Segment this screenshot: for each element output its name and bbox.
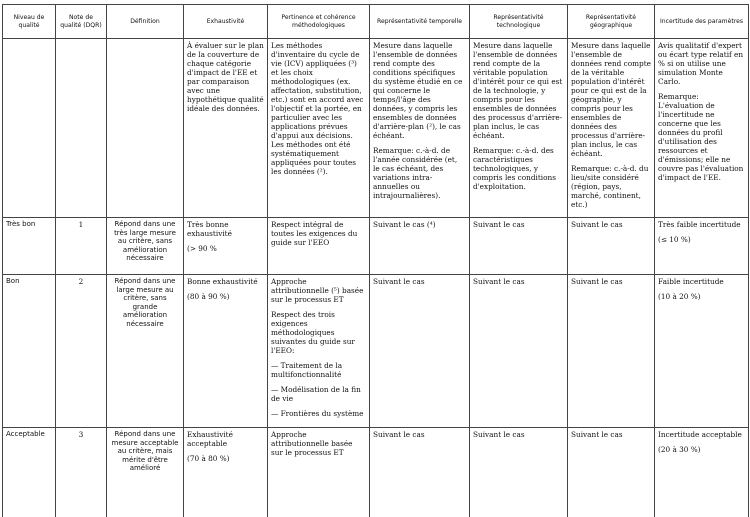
header-technologique: Représentativité technologique xyxy=(470,5,568,39)
list-item: — Frontières du système xyxy=(271,409,364,418)
table-row xyxy=(3,428,749,517)
table-row-intro xyxy=(3,39,749,218)
cell-exhaustivite xyxy=(184,39,268,218)
cell-text: Remarque: c.-à-d. du lieu/site considéré (région, pays, marché, continent, etc.) xyxy=(571,164,649,209)
cell-pertinence xyxy=(268,275,370,428)
table-row xyxy=(3,275,749,428)
cell-temporelle: Suivant le cas xyxy=(370,428,470,517)
cell-technologique: Suivant le cas xyxy=(470,275,568,428)
cell-exhaustivite xyxy=(184,218,268,275)
cell-incertitude xyxy=(655,39,749,218)
cell-text: (20 à 30 %) xyxy=(658,445,701,454)
cell-temporelle: Suivant le cas (⁴) xyxy=(370,218,470,275)
header-temporelle: Représentativité temporelle xyxy=(370,5,470,39)
header-note: Note de qualité (DQR) xyxy=(56,5,107,39)
cell-text: Très bonne exhaustivité xyxy=(187,220,232,238)
cell-pertinence xyxy=(268,218,370,275)
cell-exhaustivite xyxy=(184,428,268,517)
cell-note: 1 xyxy=(56,218,107,275)
cell-technologique xyxy=(470,39,568,218)
cell-text: Avis qualitatif d'expert ou écart type relatif en % si on utilise une simulation Monte Carlo. xyxy=(658,41,744,86)
table-row xyxy=(3,218,749,275)
cell-definition: Répond dans une large mesure au critère, sans grande amélioration nécessaire xyxy=(107,275,184,428)
cell-text: Respect des trois exigences méthodologiques suivantes du guide sur l'EEO: xyxy=(271,310,355,355)
cell-text: Respect intégral de toutes les exigences du guide sur l'EEO xyxy=(271,220,358,247)
cell-incertitude xyxy=(655,218,749,275)
cell-text: Incertitude acceptable xyxy=(658,430,742,439)
cell-text: (> 90 % xyxy=(187,244,217,253)
cell-text: (70 à 80 %) xyxy=(187,454,230,463)
cell-text: (10 à 20 %) xyxy=(658,292,701,301)
cell-text: Mesure dans laquelle l'ensemble de données rend compte de la véritable population d'intérêt pour ce qui est de la technologie, y compris pour les ensembles de données des processus d'arrière-plan inclus, le cas échéant. xyxy=(473,41,563,140)
list-item: — Traitement de la multifonctionnalité xyxy=(271,361,343,379)
cell-text: (≤ 10 %) xyxy=(658,235,691,244)
cell-exhaustivite xyxy=(184,275,268,428)
cell-geographique xyxy=(568,39,655,218)
header-incertitude: Incertitude des paramètres xyxy=(655,5,749,39)
header-exhaustivite: Exhaustivité xyxy=(184,5,268,39)
cell-note: 2 xyxy=(56,275,107,428)
cell-temporelle xyxy=(370,39,470,218)
cell-pertinence xyxy=(268,428,370,517)
cell-technologique: Suivant le cas xyxy=(470,218,568,275)
cell-incertitude xyxy=(655,428,749,517)
cell-geographique: Suivant le cas xyxy=(568,218,655,275)
cell-text: Les méthodes d'inventaire du cycle de vie (ICV) appliquées (³) et les choix méthodologiques (ex. affectation, substitution, etc.) sont en accord avec l'objectif et la portée, en particulier avec les applications prévues d'appui aux décisions. Les méthodes ont été systématiquement appliquées pour toutes les données (²). xyxy=(271,41,364,176)
cell-temporelle: Suivant le cas xyxy=(370,275,470,428)
cell-text: Très faible incertitude xyxy=(658,220,741,229)
cell-niveau: Bon xyxy=(3,275,56,428)
cell-niveau: Très bon xyxy=(3,218,56,275)
cell-text: Remarque: L'évaluation de l'incertitude ne concerne que les données du profil d'utilisation des ressources et d'émissions; elle ne couvre pas l'évaluation d'impact de l'EE. xyxy=(658,92,744,182)
cell-empty xyxy=(56,39,107,218)
cell-pertinence xyxy=(268,39,370,218)
cell-text: Remarque: c.-à-d. de l'année considérée (et, le cas échéant, des variations intra-annuelles ou intrajournalières). xyxy=(373,146,458,200)
header-pertinence: Pertinence et cohérence méthodologiques xyxy=(268,5,370,39)
data-quality-table xyxy=(2,4,749,517)
cell-empty xyxy=(3,39,56,218)
cell-niveau: Acceptable xyxy=(3,428,56,517)
cell-geographique: Suivant le cas xyxy=(568,275,655,428)
cell-text: À évaluer sur le plan de la couverture de chaque catégorie d'impact de l'EE et par comparaison avec une hypothétique qualité idéale des données. xyxy=(187,41,264,113)
cell-text: Mesure dans laquelle l'ensemble de données rend compte des conditions spécifiques du système étudié en ce qui concerne le temps/l'âge des données, y compris les ensembles de données d'arrière-plan (²), le cas échéant. xyxy=(373,41,463,140)
cell-empty xyxy=(107,39,184,218)
cell-text: Approche attributionnelle (⁵) basée sur le processus ET xyxy=(271,277,364,304)
cell-definition: Répond dans une très large mesure au critère, sans amélioration nécessaire xyxy=(107,218,184,275)
cell-note: 3 xyxy=(56,428,107,517)
list-item: — Modélisation de la fin de vie xyxy=(271,385,361,403)
header-geographique: Représentativité géographique xyxy=(568,5,655,39)
cell-text: Bonne exhaustivité xyxy=(187,277,258,286)
cell-geographique: Suivant le cas xyxy=(568,428,655,517)
cell-technologique: Suivant le cas xyxy=(470,428,568,517)
cell-text: Exhaustivité acceptable xyxy=(187,430,233,448)
cell-text: Remarque: c.-à-d. des caractéristiques technologiques, y compris les conditions d'exploitation. xyxy=(473,146,556,191)
cell-text: Approche attributionnelle basée sur le processus ET xyxy=(271,430,353,457)
cell-text: Mesure dans laquelle l'ensemble de données rend compte de la véritable population d'intérêt pour ce qui est de la géographie, y compris pour les ensembles de données des processus d'arrière-plan inclus, le cas échéant. xyxy=(571,41,651,158)
table-header-row xyxy=(3,5,749,39)
header-niveau: Niveau de qualité xyxy=(3,5,56,39)
cell-text: (80 à 90 %) xyxy=(187,292,230,301)
header-definition: Définition xyxy=(107,5,184,39)
cell-definition: Répond dans une mesure acceptable au critère, mais mérite d'être amélioré xyxy=(107,428,184,517)
cell-incertitude xyxy=(655,275,749,428)
cell-text: Faible incertitude xyxy=(658,277,724,286)
